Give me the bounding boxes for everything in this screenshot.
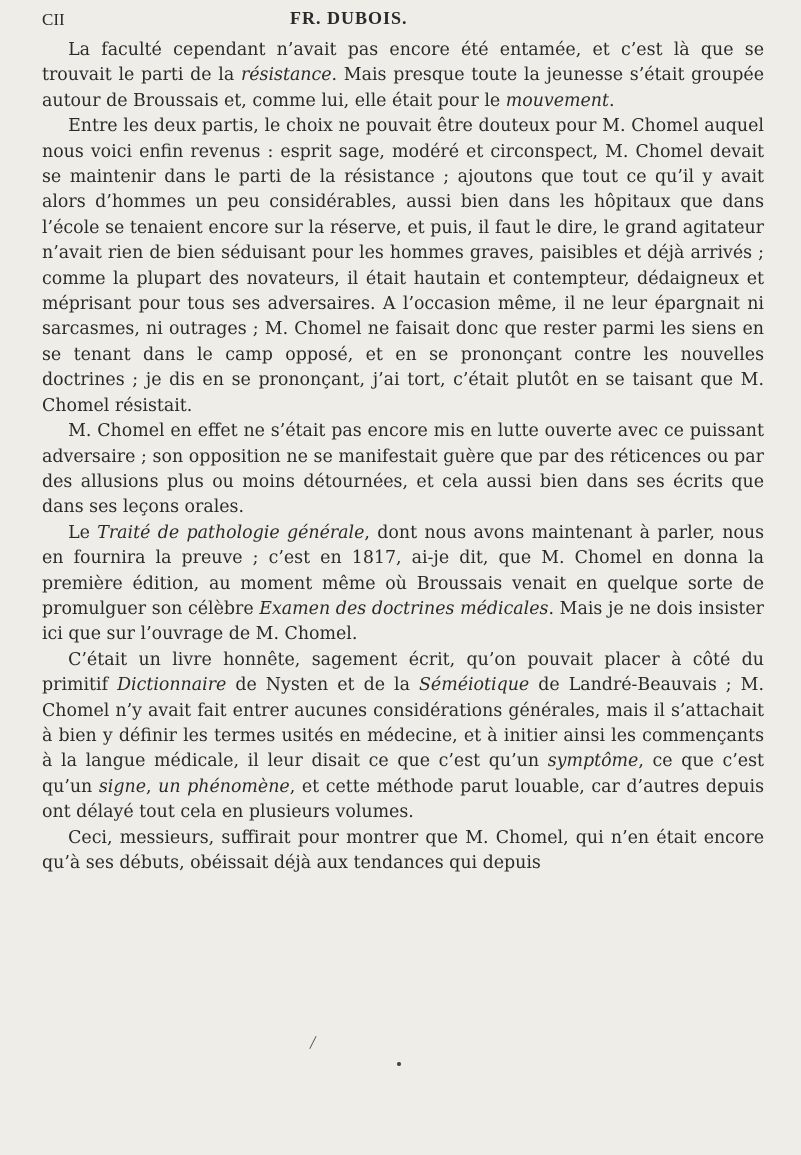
italic-text: mouvement [505, 90, 609, 111]
italic-text: signe [98, 776, 146, 797]
text-run: M. Chomel en effet ne s’était pas encore mis en lutte ouverte avec ce puissant adversaire ; son opposition ne se manifestait guère que par des réticences ou par des allusions plus ou moins détournées, et cela aussi bien dans ses écrits que dans ses leçons orales. [42, 421, 764, 518]
paragraph [42, 521, 764, 648]
pencil-mark: / [308, 1031, 318, 1055]
text-run: , et cette méthode parut louable, car d’autres depuis ont délayé tout cela en plusieurs volumes. [42, 776, 765, 823]
italic-text: Examen des doctrines médicales [259, 598, 549, 619]
text-run: Ceci, messieurs, suffirait pour montrer que M. Chomel, qui n’en était encore qu’à ses débuts, obéissait déjà aux tendances qui depuis [42, 827, 764, 873]
text-run: C’était un livre honnête, sagement écrit, qu’on pouvait placer à côté du primitif [42, 649, 764, 696]
italic-text: symptôme [547, 751, 639, 772]
text-run: . Mais presque toute la jeunesse s’était groupée autour de Broussais et, comme lui, elle était pour le [42, 65, 764, 111]
italic-text: Traité de pathologie générale [97, 522, 365, 543]
italic-text: un phénomène [158, 776, 290, 797]
italic-text: résistance [240, 65, 332, 86]
italic-text: Séméiotique [419, 675, 530, 696]
ink-dot [397, 1062, 401, 1066]
running-title: FR. DUBOIS. [290, 8, 408, 28]
text-run: , ce que c’est qu’un [42, 751, 764, 797]
paragraph [42, 826, 764, 877]
text-run: de Landré-Beauvais ; M. Chomel n’y avait fait entrer aucunes considérations générales, mais il s’attachait à bien y définir les termes usités en médecine, et à initier ainsi les commençants à la langue médicale, il leur disait ce que c’est qu’un [42, 675, 764, 772]
text-run: de Nysten et de la [226, 675, 419, 696]
paragraph [42, 648, 764, 826]
text-run: Le [68, 522, 98, 543]
page-number: CII [42, 10, 65, 29]
paragraph [42, 114, 764, 419]
text-run: , [146, 776, 159, 797]
text-run: . [608, 90, 615, 111]
body-text [42, 38, 764, 876]
text-run: La faculté cependant n’avait pas encore été entamée, et c’est là que se trouvait le parti de la [42, 40, 764, 86]
text-run: . Mais je ne dois insister ici que sur l’ouvrage de M. Chomel. [42, 598, 764, 645]
page-header [42, 8, 762, 34]
paragraph [42, 419, 764, 521]
paragraph [42, 38, 764, 114]
text-run: , dont nous avons maintenant à parler, nous en fournira la preuve ; c’est en 1817, ai-je dit, que M. Chomel en donna la première édition, au moment même où Broussais venait en quelque sorte de promulguer son célèbre [42, 522, 764, 619]
text-run: Entre les deux partis, le choix ne pouvait être douteux pour M. Chomel auquel nous voici enfin revenus : esprit sage, modéré et circonspect, M. Chomel devait se maintenir dans le parti de la résistance ; ajoutons que tout ce qu’il y avait alors d’hommes un peu considérables, aussi bien dans les hôpitaux que dans l’école se tenaient encore sur la réserve, et puis, il faut le dire, le grand agitateur n’avait rien de bien séduisant pour les hommes graves, paisibles et déjà arrivés ; comme la plupart des novateurs, il était hautain et contempteur, dédaigneux et méprisant pour tous ses adversaires. A l’occasion même, il ne leur épargnait ni sarcasmes, ni outrages ; M. Chomel ne faisait donc que rester parmi les siens en se tenant dans le camp opposé, et en se prononçant contre les nouvelles doctrines ; je dis en se prononçant, j’ai tort, c’était plutôt en se taisant que M. Chomel résistait. [42, 116, 764, 416]
italic-text: Dictionnaire [117, 675, 227, 696]
